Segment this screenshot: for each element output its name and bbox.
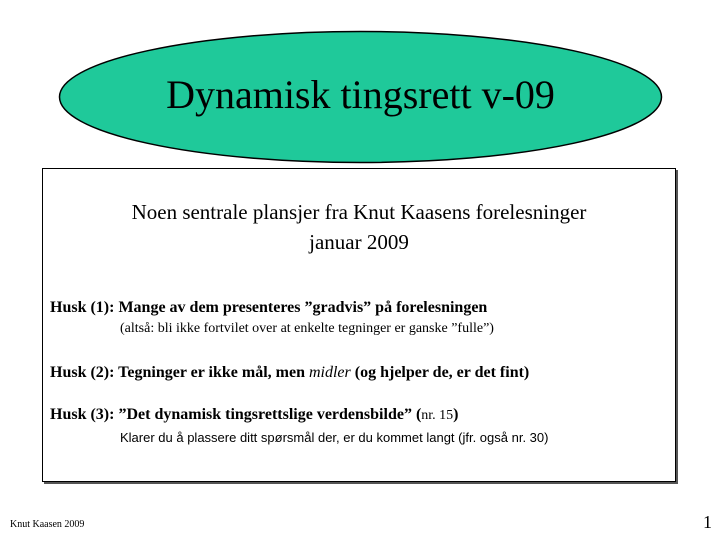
husk-2 xyxy=(50,363,529,383)
husk-1-note: (altså: bli ikke fortvilet over at enkelte tegninger er ganske ”fulle”) xyxy=(120,321,494,336)
husk-3-main: Husk (3): ”Det dynamisk tingsrettslige verdensbilde” ( xyxy=(50,406,422,423)
footer-author: Knut Kaasen 2009 xyxy=(10,519,85,530)
slide-title: Dynamisk tingsrett v-09 xyxy=(166,72,555,117)
husk-3 xyxy=(50,405,458,426)
page-number: 1 xyxy=(703,512,712,532)
subtitle-line-1: Noen sentrale plansjer fra Knut Kaasens forelesninger xyxy=(131,200,587,224)
husk-1: Husk (1): Mange av dem presenteres ”gradvis” på forelesningen xyxy=(50,299,488,316)
husk-2-prefix: Husk (2): Tegninger er ikke mål, men xyxy=(50,364,309,381)
husk-2-suffix: (og hjelper de, er det fint) xyxy=(350,364,530,381)
husk-3-close: ) xyxy=(453,406,459,423)
husk-3-ref: nr. 15 xyxy=(421,408,454,423)
subtitle-line-2: januar 2009 xyxy=(309,230,409,254)
husk-3-note: Klarer du å plassere ditt spørsmål der, er du kommet langt (jfr. også nr. 30) xyxy=(120,430,549,445)
husk-2-italic: midler xyxy=(308,364,351,381)
